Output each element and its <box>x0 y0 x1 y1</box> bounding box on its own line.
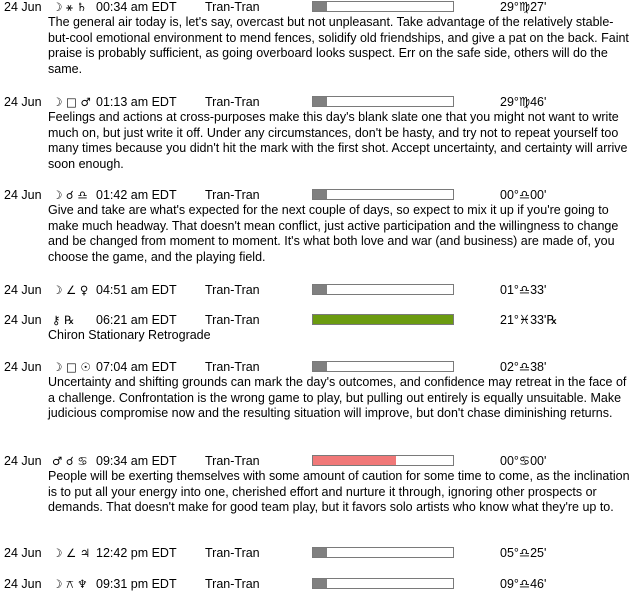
aspect-glyphs: ☽ ☌ ♎ <box>52 188 88 202</box>
transit-description: Feelings and actions at cross-purposes make this day's blank slate one that you might not want to write much on, but just write it off. Under any circumstances, don't be hasty, and try not to repeat yourself too many times because you didn't hit the mark with the first shot. Accept uncertainty, and certainty will arrive soon enough. <box>48 110 628 171</box>
transit-time: 09:34 am EDT <box>96 454 177 468</box>
transit-entry <box>0 454 638 516</box>
aspect-glyphs: ☽ ⚹ ♄ <box>52 0 87 14</box>
transit-entry <box>0 360 638 422</box>
transit-date: 24 Jun <box>4 188 42 202</box>
transit-date: 24 Jun <box>4 283 42 297</box>
intensity-bar <box>312 189 454 200</box>
zodiac-position: 21°♓33'℞ <box>500 313 558 327</box>
intensity-bar <box>312 547 454 558</box>
transit-kind: Tran-Tran <box>205 454 260 468</box>
aspect-glyphs: ☽ □ ♂ <box>52 95 91 109</box>
transit-entry <box>0 0 638 77</box>
transit-entry <box>0 546 638 561</box>
zodiac-position: 09°♎46' <box>500 577 547 591</box>
transit-date: 24 Jun <box>4 313 42 327</box>
intensity-bar <box>312 578 454 589</box>
transit-date: 24 Jun <box>4 95 42 109</box>
transit-header-row <box>0 546 638 561</box>
transit-time: 09:31 pm EDT <box>96 577 177 591</box>
transit-kind: Tran-Tran <box>205 577 260 591</box>
transit-date: 24 Jun <box>4 454 42 468</box>
transit-time: 07:04 am EDT <box>96 360 177 374</box>
transit-header-row <box>0 0 638 15</box>
intensity-bar-fill <box>313 2 327 11</box>
transit-kind: Tran-Tran <box>205 360 260 374</box>
zodiac-position: 01°♎33' <box>500 283 547 297</box>
transit-time: 04:51 am EDT <box>96 283 177 297</box>
transit-header-row <box>0 454 638 469</box>
zodiac-position: 29°♍27' <box>500 0 547 14</box>
transit-description: Uncertainty and shifting grounds can mark the day's outcomes, and confidence may retreat in the face of a challenge. Confrontation is the wrong game to play, but pulling out entirely is equally unsuitable. Make judicious compromise now and the resulting situation will improve, but don't chase diminishing returns. <box>48 375 627 420</box>
transit-kind: Tran-Tran <box>205 0 260 14</box>
transit-time: 01:13 am EDT <box>96 95 177 109</box>
transit-time: 06:21 am EDT <box>96 313 177 327</box>
transit-header-row <box>0 188 638 203</box>
aspect-glyphs: ♂ ☌ ♋ <box>52 454 88 468</box>
intensity-bar-fill <box>313 285 327 294</box>
intensity-bar-fill <box>313 456 396 465</box>
transit-entry <box>0 577 638 592</box>
transit-kind: Tran-Tran <box>205 546 260 560</box>
aspect-glyphs: ⚷ ℞ <box>52 313 75 327</box>
transit-header-row <box>0 577 638 592</box>
transit-entry <box>0 283 638 298</box>
aspect-glyphs: ☽ ⚻ ♆ <box>52 577 88 591</box>
transit-entry <box>0 188 638 265</box>
intensity-bar-fill <box>313 315 453 324</box>
intensity-bar <box>312 96 454 107</box>
intensity-bar-fill <box>313 579 327 588</box>
intensity-bar <box>312 284 454 295</box>
transit-description: Chiron Stationary Retrograde <box>48 328 211 342</box>
transit-time: 01:42 am EDT <box>96 188 177 202</box>
zodiac-position: 29°♍46' <box>500 95 547 109</box>
transit-kind: Tran-Tran <box>205 313 260 327</box>
transit-header-row <box>0 313 638 328</box>
intensity-bar <box>312 314 454 325</box>
aspect-glyphs: ☽ ∠ ♃ <box>52 546 91 560</box>
zodiac-position: 02°♎38' <box>500 360 547 374</box>
transit-kind: Tran-Tran <box>205 283 260 297</box>
zodiac-position: 00°♎00' <box>500 188 547 202</box>
aspect-glyphs: ☽ □ ☉ <box>52 360 91 374</box>
intensity-bar <box>312 361 454 372</box>
transit-kind: Tran-Tran <box>205 188 260 202</box>
transit-time: 00:34 am EDT <box>96 0 177 14</box>
transit-kind: Tran-Tran <box>205 95 260 109</box>
aspect-glyphs: ☽ ∠ ♀ <box>52 283 89 297</box>
zodiac-position: 00°♋00' <box>500 454 547 468</box>
transit-header-row <box>0 360 638 375</box>
transit-description: Give and take are what's expected for the next couple of days, so expect to mix it up if you're going to make much headway. That doesn't mean conflict, just active participation and the willingness to change and be changed from moment to moment. It's what both love and war (and business) are made of, you choose the game, and the playing field. <box>48 203 619 264</box>
transit-entry <box>0 313 638 344</box>
transit-date: 24 Jun <box>4 360 42 374</box>
transit-entry <box>0 95 638 172</box>
transit-date: 24 Jun <box>4 577 42 591</box>
transit-header-row <box>0 95 638 110</box>
intensity-bar-fill <box>313 97 327 106</box>
intensity-bar-fill <box>313 548 327 557</box>
transit-description: The general air today is, let's say, overcast but not unpleasant. Take advantage of the relatively stable-but-cool emotional environment to mend fences, solidify old friendships, and give a pat on the back. Faint praise is probably sufficient, as going overboard looks suspect. Err on the safe side, others will do the same. <box>48 15 629 76</box>
transit-header-row <box>0 283 638 298</box>
transit-date: 24 Jun <box>4 0 42 14</box>
zodiac-position: 05°♎25' <box>500 546 547 560</box>
transit-time: 12:42 pm EDT <box>96 546 177 560</box>
intensity-bar <box>312 455 454 466</box>
intensity-bar-fill <box>313 362 327 371</box>
intensity-bar-fill <box>313 190 327 199</box>
transit-date: 24 Jun <box>4 546 42 560</box>
transit-description: People will be exerting themselves with some amount of caution for some time to come, as the inclination is to put all your energy into one, cherished effort and nurture it through, ignoring other prospects or demands. That doesn't make for good team play, but it favors solo artists who know what they're up to. <box>48 469 630 514</box>
intensity-bar <box>312 1 454 12</box>
